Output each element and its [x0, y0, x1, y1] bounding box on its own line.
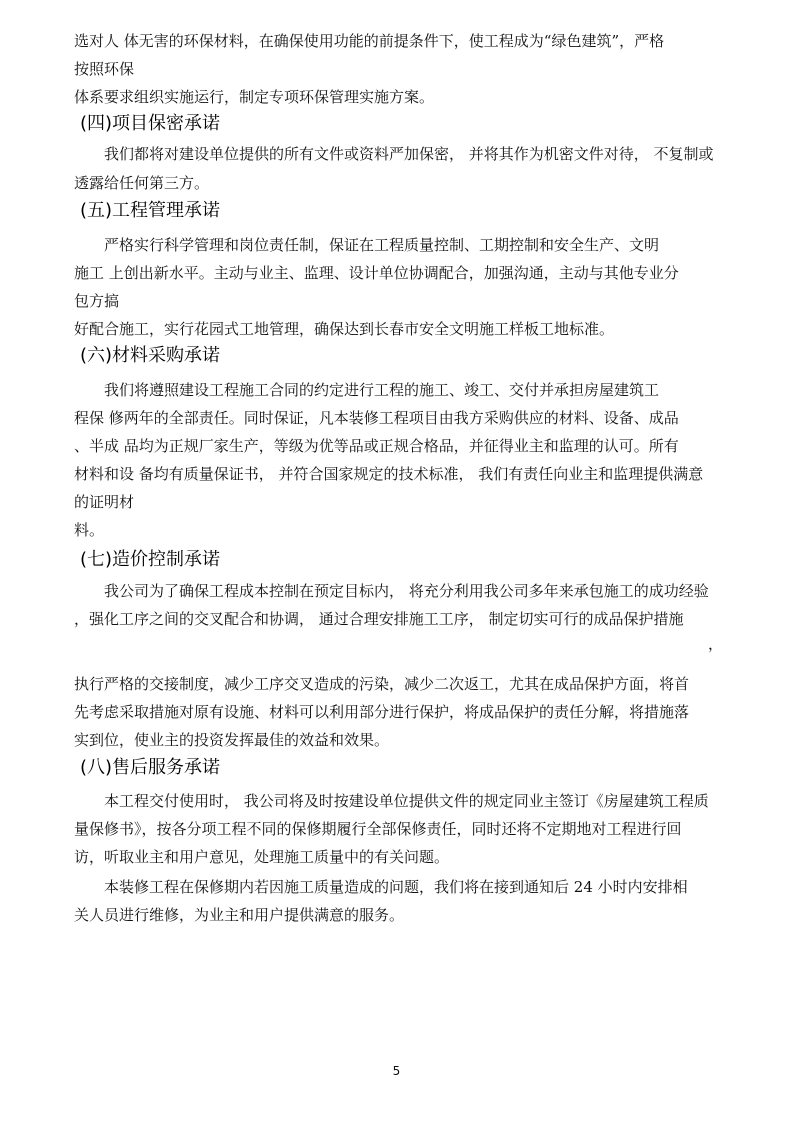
section-heading-after-sales: (八)售后服务承诺 — [80, 757, 221, 778]
text-line: 严格实行科学管理和岗位责任制，保证在工程质量控制、工期控制和安全生产、文明 — [104, 236, 660, 254]
text-line: 、半成 品均为正规厂家生产，等级为优等品或正规合格品，并征得业主和监理的认可。所有 — [74, 437, 679, 455]
section-heading-confidentiality: (四)项目保密承诺 — [80, 113, 221, 134]
text-line: 选对人 体无害的环保材料，在确保使用功能的前提条件下，使工程成为“绿色建筑”，严格 — [74, 32, 665, 50]
text-line: 体系要求组织实施运行，制定专项环保管理实施方案。 — [74, 88, 435, 106]
text-line: 程保 修两年的全部责任。同时保证，凡本装修工程项目由我方采购供应的材料、设备、成品 — [74, 409, 679, 427]
text-line: 好配合施工，实行花园式工地管理，确保达到长春市安全文明施工样板工地标准。 — [74, 320, 615, 338]
text-line: ，强化工序之间的交叉配合和协调， 通过合理安排施工工序， 制定切实可行的成品保护措施 — [74, 610, 684, 628]
text-line: 我们将遵照建设工程施工合同的约定进行工程的施工、竣工、交付并承担房屋建筑工 — [104, 381, 660, 399]
text-line: 我们都将对建设单位提供的所有文件或资料严加保密， 并将其作为机密文件对待， 不复制或 — [104, 145, 714, 163]
page-number: 5 — [392, 1064, 401, 1078]
text-line: 的证明材 — [74, 493, 135, 511]
text-line: 访，听取业主和用户意见，处理施工质量中的有关问题。 — [74, 848, 450, 866]
text-line: 按照环保 — [74, 60, 135, 78]
section-heading-procurement: (六)材料采购承诺 — [80, 345, 221, 366]
text-line: 包方搞 — [74, 292, 120, 310]
text-line: 量保修书》，按各分项工程不同的保修期履行全部保修责任，同时还将不定期地对工程进行回 — [74, 820, 682, 838]
text-line: 执行严格的交接制度，减少工序交叉造成的污染，减少二次返工，尤其在成品保护方面，将首 — [74, 675, 690, 693]
text-line: 关人员进行维修，为业主和用户提供满意的服务。 — [74, 906, 405, 924]
stray-comma: ， — [708, 635, 724, 653]
text-line: 料。 — [74, 521, 105, 539]
text-line: 本工程交付使用时， 我公司将及时按建设单位提供文件的规定同业主签订《房屋建筑工程质 — [104, 792, 709, 810]
text-line: 材料和设 备均有质量保证书， 并符合国家规定的技术标准， 我们有责任向业主和监理提供满意 — [74, 465, 704, 483]
text-line: 我公司为了确保工程成本控制在预定目标内， 将充分利用我公司多年来承包施工的成功经验 — [104, 582, 709, 600]
text-line: 透露给任何第三方。 — [74, 174, 210, 192]
text-line: 实到位，使业主的投资发挥最佳的效益和效果。 — [74, 731, 390, 749]
text-line: 本装修工程在保修期内若因施工质量造成的问题，我们将在接到通知后 24 小时内安排相 — [104, 878, 688, 896]
text-line: 施工 上创出新水平。主动与业主、监理、设计单位协调配合，加强沟通，主动与其他专业分 — [74, 264, 679, 282]
text-line: 先考虑采取措施对原有设施、材料可以利用部分进行保护，将成品保护的责任分解，将措施落 — [74, 703, 690, 721]
section-heading-cost-control: (七)造价控制承诺 — [80, 549, 221, 570]
section-heading-management: (五)工程管理承诺 — [80, 200, 221, 221]
